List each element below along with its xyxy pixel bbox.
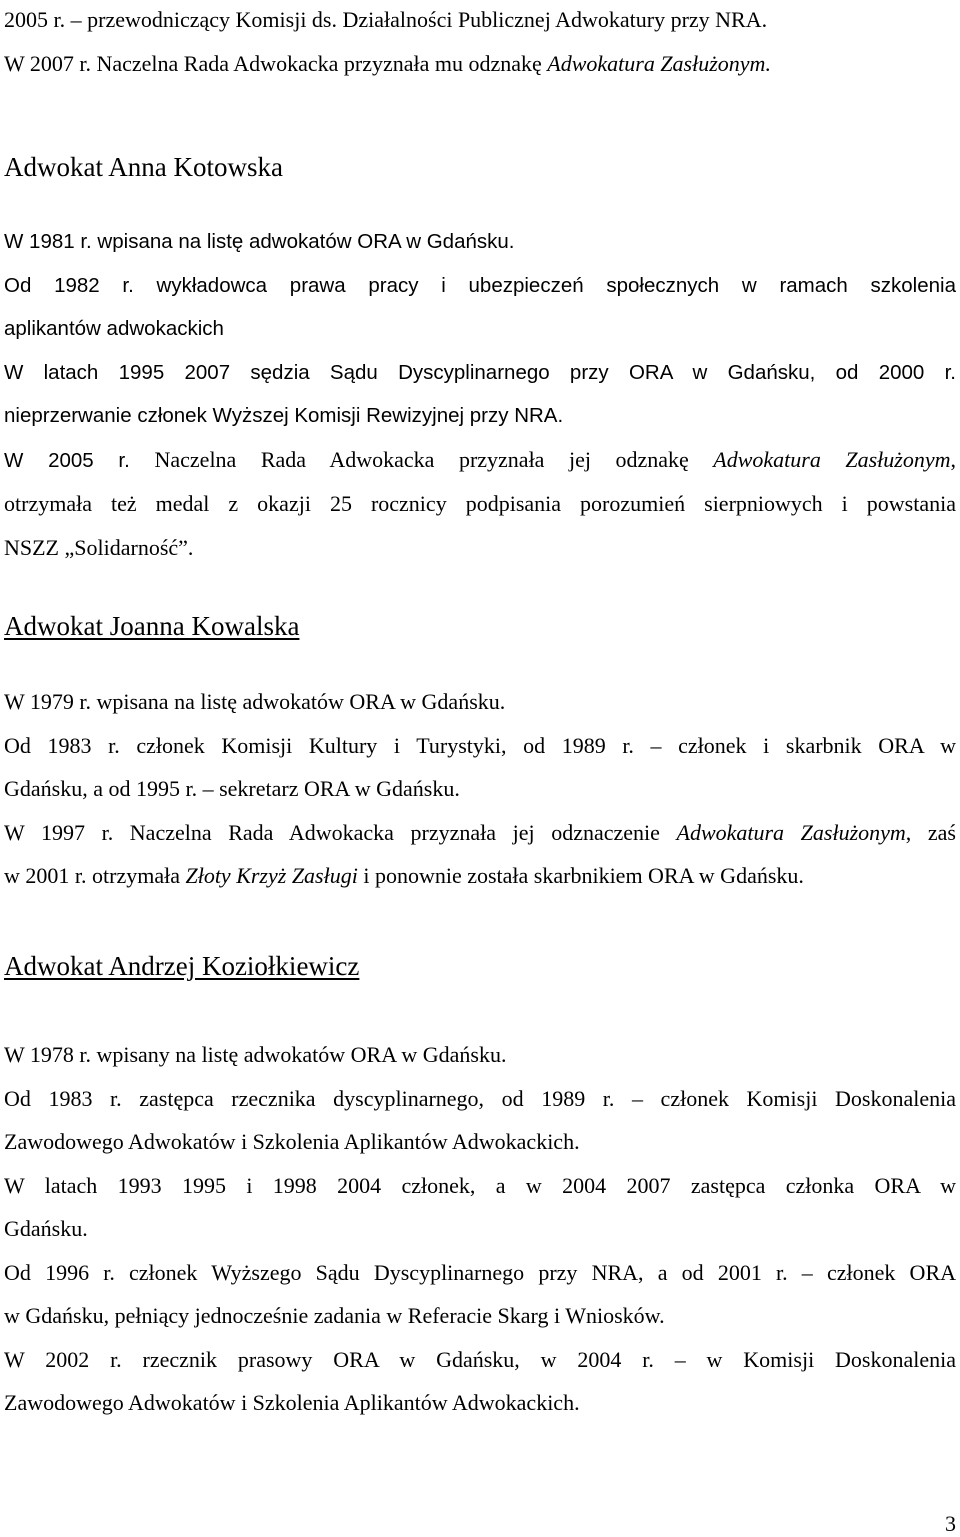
text-span: , zaś [905, 819, 956, 845]
text-line: Od 1982 r. wykładowca prawa pracy i ubezpieczeń społecznych w ramach szkolenia [4, 273, 956, 297]
text-line [4, 854, 956, 898]
kowalska-body [4, 680, 956, 898]
text-span: W 1997 r. Naczelna Rada Adwokacka przyznała jej odznaczenie [4, 819, 677, 845]
text-line: nieprzerwanie członek Wyższej Komisji Rewizyjnej przy NRA. [4, 404, 564, 427]
text-line: Od 1983 r. zastępca rzecznika dyscyplinarnego, od 1989 r. – członek Komisji Doskonalenia [4, 1085, 956, 1111]
text-line: Od 1996 r. członek Wyższego Sądu Dyscyplinarnego przy NRA, a od 2001 r. – członek ORA [4, 1259, 956, 1285]
text-line: Zawodowego Adwokatów i Szkolenia Aplikantów Adwokackich. [4, 1390, 580, 1415]
text-line: W 2002 r. rzecznik prasowy ORA w Gdańsku, w 2004 r. – w Komisji Doskonalenia [4, 1346, 956, 1372]
section-heading: Adwokat Andrzej Koziołkiewicz [4, 951, 360, 981]
text-line: Gdańsku. [4, 1216, 88, 1241]
text-line: w Gdańsku, pełniący jednocześnie zadania w Referacie Skarg i Wniosków. [4, 1303, 665, 1328]
text-span: W 2007 r. Naczelna Rada Adwokacka przyznała mu odznakę [4, 50, 548, 76]
section-heading: Adwokat Joanna Kowalska [4, 611, 300, 641]
text-line [4, 438, 956, 483]
text-span: W 2005 r. [4, 448, 155, 472]
page-number: 3 [945, 1511, 956, 1536]
italic-award: Złoty Krzyż Zasługi [185, 863, 358, 888]
kotowska-section [4, 146, 956, 190]
kowalska-section [4, 605, 956, 649]
text-line: NSZZ „Solidarność”. [4, 534, 194, 560]
text-line: W 1981 r. wpisana na listę adwokatów ORA w Gdańsku. [4, 230, 515, 253]
text-line [4, 811, 956, 855]
text-span: Naczelna Rada Adwokacka przyznała jej odznakę [154, 446, 714, 472]
text-line: Zawodowego Adwokatów i Szkolenia Aplikantów Adwokackich. [4, 1129, 580, 1154]
koziolkiewicz-section [4, 945, 956, 989]
section-heading: Adwokat Anna Kotowska [4, 152, 283, 182]
text-line: W 1978 r. wpisany na listę adwokatów ORA w Gdańsku. [4, 1042, 507, 1067]
text-span: i ponownie została skarbnikiem ORA w Gdańsku. [357, 863, 804, 888]
text-line: W latach 1993 1995 i 1998 2004 członek, a w 2004 2007 zastępca członka ORA w [4, 1172, 956, 1198]
text-line: Gdańsku, a od 1995 r. – sekretarz ORA w Gdańsku. [4, 776, 460, 801]
text-line: 2005 r. – przewodniczący Komisji ds. Działalności Publicznej Adwokatury przy NRA. [4, 7, 768, 32]
text-span: w 2001 r. otrzymała [4, 863, 186, 888]
text-line: aplikantów adwokackich [4, 317, 224, 340]
text-line [4, 42, 956, 86]
kotowska-body [4, 220, 956, 569]
intro-section [4, 0, 956, 85]
italic-award: Adwokatura Zasłużonym [676, 819, 906, 845]
italic-award: Adwokatura Zasłużonym [713, 446, 951, 472]
koziolkiewicz-body [4, 1033, 956, 1425]
text-line: Od 1983 r. członek Komisji Kultury i Turystyki, od 1989 r. – członek i skarbnik ORA w [4, 732, 956, 758]
text-line: W latach 1995 2007 sędzia Sądu Dyscyplinarnego przy ORA w Gdańsku, od 2000 r. [4, 360, 956, 384]
text-line: otrzymała też medal z okazji 25 rocznicy podpisania porozumień sierpniowych i powstania [4, 491, 956, 516]
text-line: W 1979 r. wpisana na listę adwokatów ORA w Gdańsku. [4, 689, 506, 714]
text-span: , [950, 446, 956, 472]
italic-award: Adwokatura Zasłużonym. [547, 50, 771, 76]
